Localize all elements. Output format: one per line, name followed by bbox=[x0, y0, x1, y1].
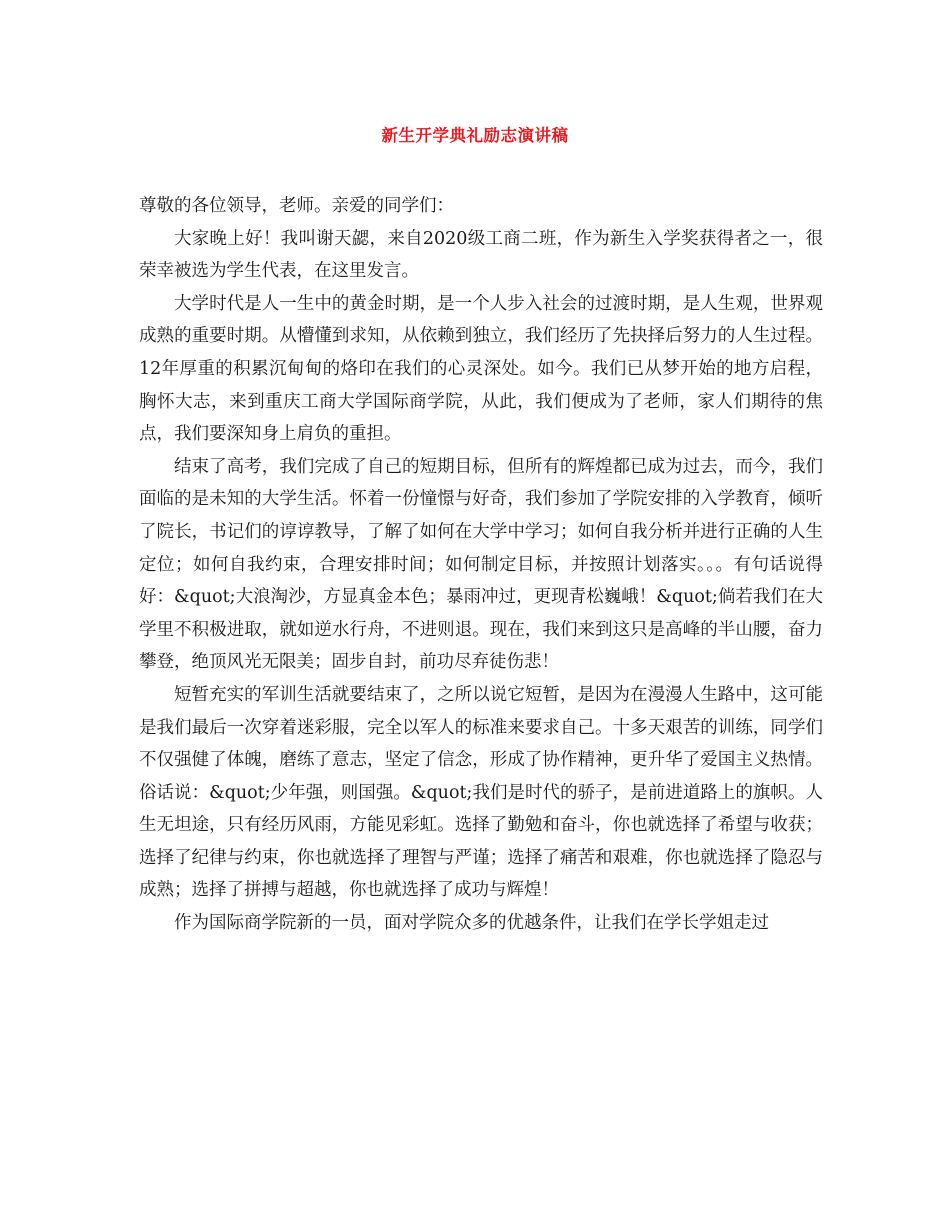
paragraph-4: 短暂充实的军训生活就要结束了，之所以说它短暂，是因为在漫漫人生路中，这可能是我们最后一次穿着迷彩服，完全以军人的标准来要求自己。十多天艰苦的训练，同学们不仅强健了体魄，磨练了意志，坚定了信念，形成了协作精神，更升华了爱国主义热情。俗话说：&quot;少年强，则国强。&quot;我们是时代的骄子，是前进道路上的旗帜。人生无坦途，只有经历风雨，方能见彩虹。选择了勤勉和奋斗，你也就选择了希望与收获；选择了纪律与约束，你也就选择了理智与严谨；选择了痛苦和艰难，你也就选择了隐忍与成熟；选择了拼搏与超越，你也就选择了成功与辉煌！ bbox=[139, 684, 823, 901]
document-body bbox=[139, 190, 823, 940]
paragraph-1: 大家晚上好！我叫谢天勰，来自2020级工商二班，作为新生入学奖获得者之一，很荣幸被选为学生代表，在这里发言。 bbox=[139, 228, 823, 282]
salutation: 尊敬的各位领导，老师。亲爱的同学们： bbox=[139, 196, 454, 216]
paragraph-5: 作为国际商学院新的一员，面对学院众多的优越条件，让我们在学长学姐走过 bbox=[174, 913, 769, 934]
document-title: 新生开学典礼励志演讲稿 bbox=[381, 126, 569, 145]
paragraph-2: 大学时代是人一生中的黄金时期，是一个人步入社会的过渡时期，是人生观，世界观成熟的重要时期。从懵懂到求知，从依赖到独立，我们经历了先抉择后努力的人生过程。12年厚重的积累沉甸甸的烙印在我们的心灵深处。如今。我们已从梦开始的地方启程，胸怀大志，来到重庆工商大学国际商学院，从此，我们便成为了老师，家人们期待的焦点，我们要深知身上肩负的重担。 bbox=[139, 293, 823, 445]
paragraph-3: 结束了高考，我们完成了自己的短期目标，但所有的辉煌都已成为过去，而今，我们面临的是未知的大学生活。怀着一份憧憬与好奇，我们参加了学院安排的入学教育，倾听了院长，书记们的谆谆教导，了解了如何在大学中学习；如何自我分析并进行正确的人生定位；如何自我约束，合理安排时间；如何制定目标，并按照计划落实。。。有句话说得好：&quot;大浪淘沙，方显真金本色；暴雨冲过，更现青松巍峨！&quot;倘若我们在大学里不积极进取，就如逆水行舟，不进则退。现在，我们来到这只是高峰的半山腰，奋力攀登，绝顶风光无限美；固步自封，前功尽弃徒伤悲！ bbox=[139, 456, 823, 673]
